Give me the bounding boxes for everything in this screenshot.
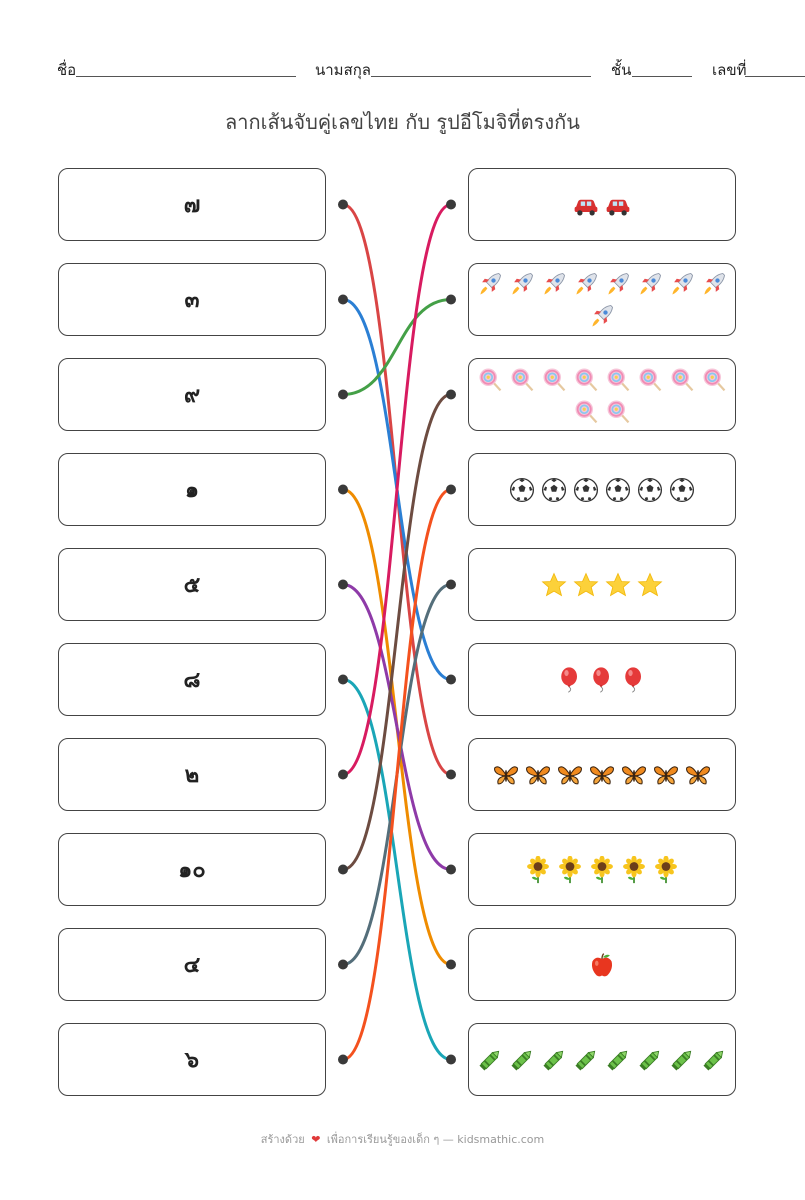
right-connector-dot[interactable] — [446, 865, 456, 875]
heart-icon: ❤ — [311, 1133, 321, 1146]
left-connector-dot[interactable] — [338, 675, 348, 685]
footer-text-after: เพื่อการเรียนรู้ของเด็ก ๆ — kidsmathic.com — [326, 1133, 545, 1146]
thai-numeral: ๘ — [183, 668, 201, 693]
right-connector-dot[interactable] — [446, 675, 456, 685]
right-connector-dot[interactable] — [446, 580, 456, 590]
class-label: ชั้น — [611, 61, 632, 79]
right-connector-dot[interactable] — [446, 770, 456, 780]
surname-label: นามสกุล — [315, 61, 371, 79]
left-connector-dot[interactable] — [338, 1055, 348, 1065]
worksheet-title: ลากเส้นจับคู่เลขไทย กับ รูปอีโมจิที่ตรงกัน — [225, 110, 580, 134]
thai-numeral: ๑ — [185, 478, 199, 503]
thai-numeral: ๕ — [183, 573, 201, 598]
footer — [0, 1130, 805, 1148]
thai-numeral: ๓ — [184, 288, 200, 313]
right-connector-dot[interactable] — [446, 295, 456, 305]
left-connector-dot[interactable] — [338, 390, 348, 400]
thai-numeral: ๔ — [183, 953, 201, 978]
left-connector-dot[interactable] — [338, 770, 348, 780]
thai-numeral: ๗ — [183, 193, 201, 218]
left-connector-dot[interactable] — [338, 865, 348, 875]
thai-numeral: ๙ — [183, 383, 201, 408]
number-label: เลขที่ — [712, 61, 747, 79]
left-connector-dot[interactable] — [338, 580, 348, 590]
right-connector-dot[interactable] — [446, 200, 456, 210]
footer-text-before: สร้างด้วย — [260, 1133, 305, 1146]
name-label: ชื่อ — [57, 61, 77, 79]
left-connector-dot[interactable] — [338, 200, 348, 210]
right-connector-dot[interactable] — [446, 390, 456, 400]
left-connector-dot[interactable] — [338, 960, 348, 970]
right-connector-dot[interactable] — [446, 1055, 456, 1065]
left-connector-dot[interactable] — [338, 485, 348, 495]
thai-numeral: ๖ — [185, 1048, 199, 1073]
thai-numeral: ๒ — [184, 763, 200, 788]
right-connector-dot[interactable] — [446, 485, 456, 495]
right-connector-dot[interactable] — [446, 960, 456, 970]
left-connector-dot[interactable] — [338, 295, 348, 305]
thai-numeral: ๑๐ — [178, 858, 206, 883]
